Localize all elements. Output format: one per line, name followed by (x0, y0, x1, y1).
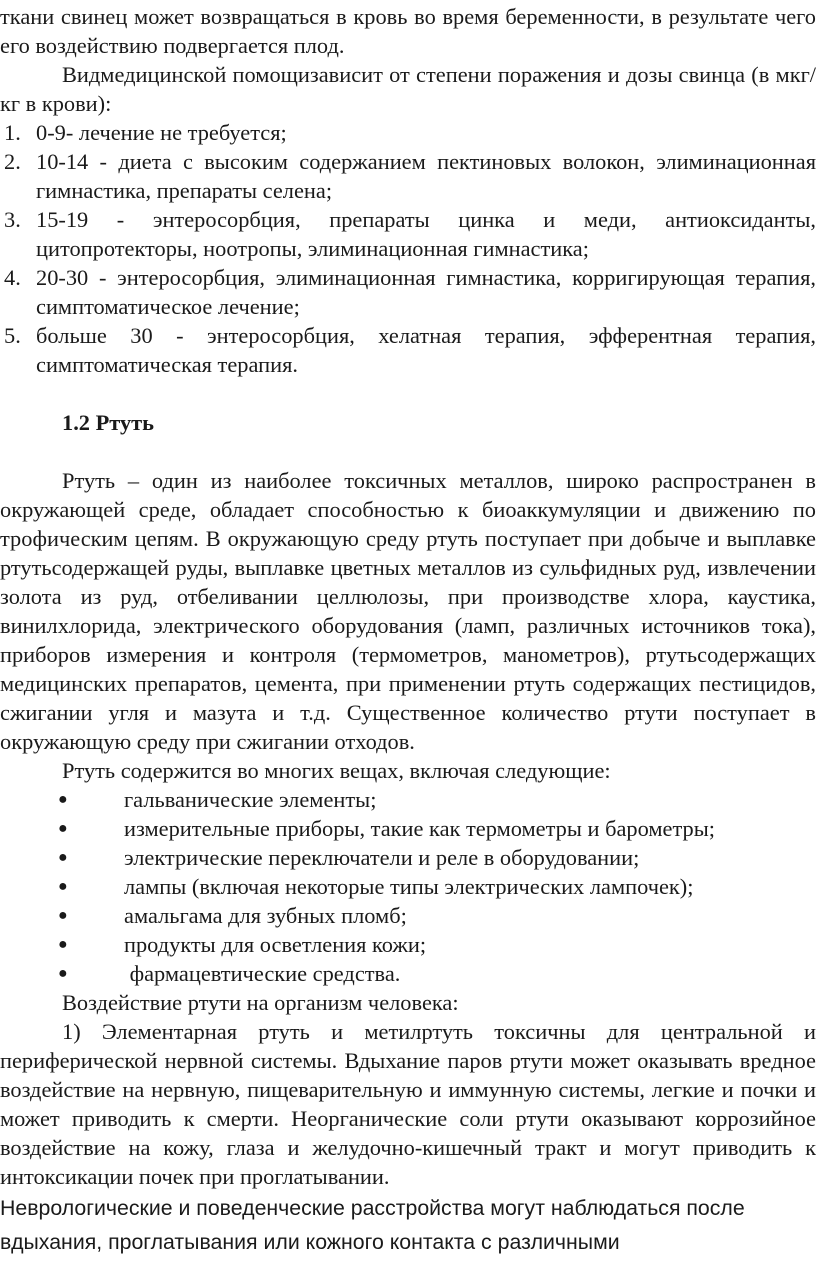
list-item-text: измерительные приборы, такие как термометры и барометры; (124, 816, 716, 841)
section-heading-mercury: 1.2 Ртуть (62, 410, 155, 435)
list-item-text: 20-30 - энтеросорбция, элиминационная гимнастика, корригирующая терапия, симптоматическое лечение; (36, 265, 816, 319)
paragraph-mercury-sources: Ртуть – один из наиболее токсичных металлов, широко распространен в окружающей среде, обладает способностью к биоаккумуляции и движению по трофическим цепям. В окружающую среду ртуть поступает при добыче и выплавке ртутьсодержащей руды, выплавке цветных металлов из сульфидных руд, извлечении золота из руд, отбеливании целлюлозы, при производстве хлора, каустика, винилхлорида, электрического оборудования (ламп, различных источников тока), приборов измерения и контроля (термометров, манометров), ртутьсодержащих медицинских препаратов, цемента, при применении ртуть содержащих пестицидов, сжигании угля и мазута и т.д. Существенное количество ртути поступает в окружающую среду при сжигании отходов. (0, 468, 816, 754)
bullet-icon: ● (58, 965, 68, 982)
list-item-text: больше 30 - энтеросорбция, хелатная терапия, эфферентная терапия, симптоматическая терапия. (36, 323, 816, 377)
bullet-icon: ● (58, 878, 68, 895)
bullet-icon: ● (58, 849, 68, 866)
list-item (0, 843, 816, 872)
list-item-text: 15-19 - энтеросорбция, препараты цинка и меди, антиоксиданты, цитопротекторы, ноотропы, элиминационная гимнастика; (36, 207, 816, 261)
list-item-text: 10-14 - диета с высоким содержанием пектиновых волокон, элиминационная гимнастика, препараты селена; (36, 149, 816, 203)
list-item (0, 814, 816, 843)
list-item (0, 959, 816, 988)
list-item (0, 785, 816, 814)
list-item-text: 0-9- лечение не требуется; (36, 120, 287, 145)
paragraph-effect-1: 1) Элементарная ртуть и метилртуть токсичны для центральной и периферической нервной системы. Вдыхание паров ртути может оказывать вредное воздействие на нервную, пищеварительную и иммунную системы, легкие и почки и может приводить к смерти. Неорганические соли ртути оказывают коррозийное воздействие на кожу, глаза и желудочно-кишечный тракт и могут приводить к интоксикации почек при проглатывании. (0, 1019, 816, 1189)
list-number: 1. (4, 120, 21, 145)
list-item-text: амальгама для зубных пломб; (124, 903, 407, 928)
list-number: 5. (4, 323, 21, 348)
list-item (0, 930, 816, 959)
list-item-text: гальванические элементы; (124, 787, 377, 812)
list-number: 2. (4, 149, 21, 174)
bullet-icon: ● (58, 791, 68, 808)
list-item-text: фармацевтические средства. (124, 961, 401, 986)
list-item-text: продукты для осветления кожи; (124, 932, 427, 957)
lead-dose-list (0, 118, 816, 379)
paragraph-lead-pregnancy: ткани свинец может возвращаться в кровь во время беременности, в результате чего его воздействию подвергается плод. (0, 4, 816, 58)
list-item (0, 263, 816, 321)
list-item-text: лампы (включая некоторые типы электрических лампочек); (124, 874, 694, 899)
bullet-icon: ● (58, 820, 68, 837)
paragraph-effect-heading: Воздействие ртути на организм человека: (62, 990, 459, 1015)
list-item (0, 118, 816, 147)
mercury-items-list (0, 785, 816, 988)
list-item (0, 147, 816, 205)
list-number: 3. (4, 207, 21, 232)
list-item (0, 901, 816, 930)
bullet-icon: ● (58, 936, 68, 953)
list-item (0, 321, 816, 379)
list-item (0, 205, 816, 263)
list-item-text: электрические переключатели и реле в оборудовании; (124, 845, 640, 870)
paragraph-mercury-contains: Ртуть содержится во многих вещах, включая следующие: (62, 758, 611, 783)
paragraph-neurological: Неврологические и поведенческие расстройства могут наблюдаться после вдыхания, проглатывания или кожного контакта с различными (0, 1196, 745, 1254)
list-number: 4. (4, 265, 21, 290)
list-item (0, 872, 816, 901)
paragraph-medical-help: Видмедицинской помощизависит от степени поражения и дозы свинца (в мкг/кг в крови): (0, 62, 816, 116)
bullet-icon: ● (58, 907, 68, 924)
